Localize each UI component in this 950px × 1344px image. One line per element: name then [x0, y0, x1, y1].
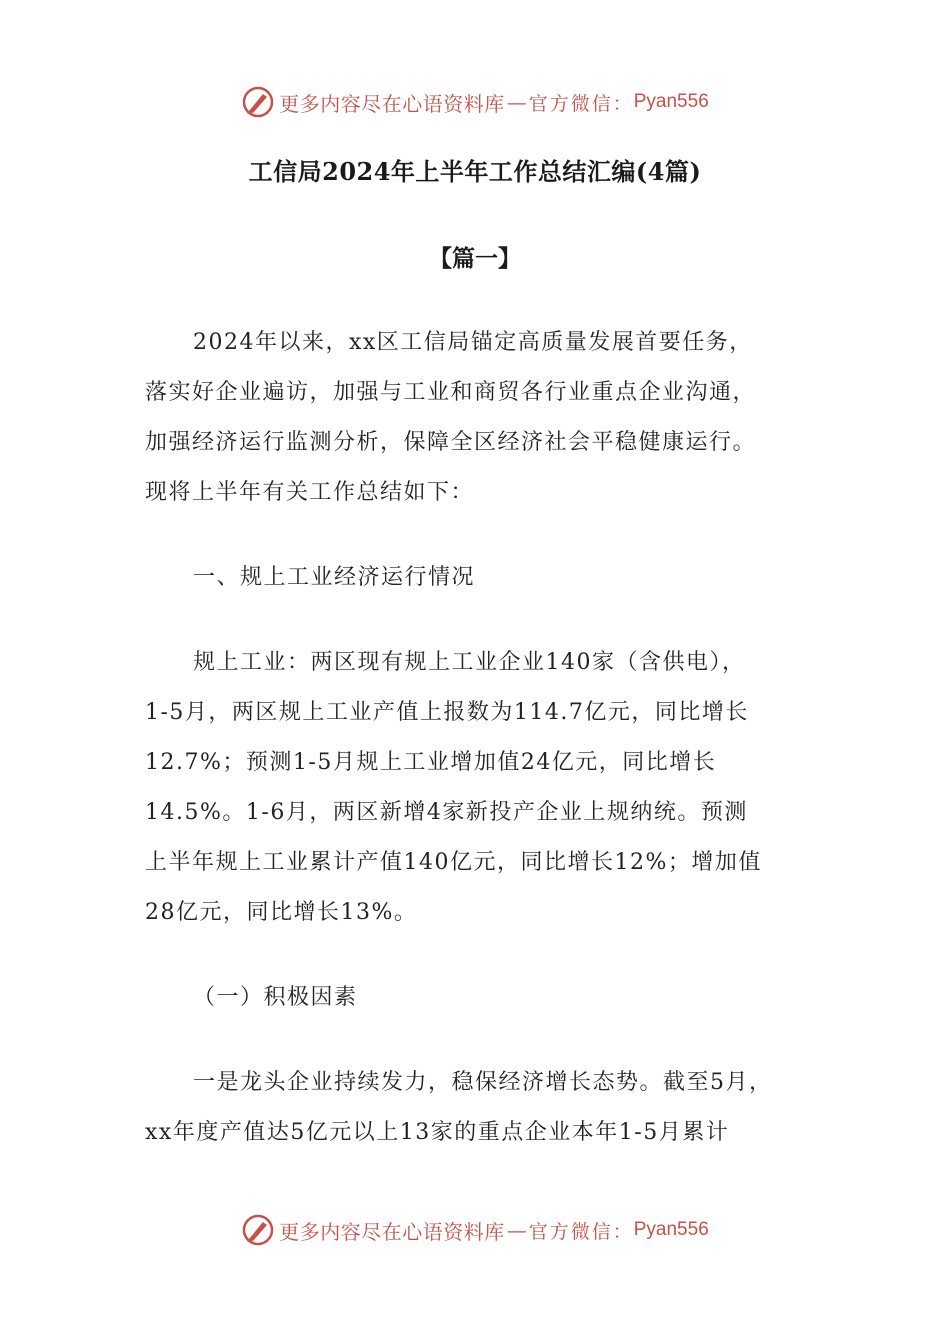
- text-line: 12.7%；预测1-5月规上工业增加值24亿元，同比增长: [145, 750, 717, 775]
- banner-separator: —: [506, 1218, 527, 1242]
- section-heading: 【篇一】: [429, 245, 521, 272]
- text-line: 现将上半年有关工作总结如下：: [145, 480, 475, 505]
- paragraph-intro: [145, 318, 825, 518]
- text-line: 1-5月，两区规上工业产值上报数为114.7亿元，同比增长: [145, 700, 749, 725]
- document-title: 工信局2024年上半年工作总结汇编(4篇): [248, 157, 702, 186]
- text-line: 落实好企业遍访，加强与工业和商贸各行业重点企业沟通，: [145, 380, 757, 405]
- header-watermark-banner: [0, 82, 950, 122]
- banner-text: 更多内容尽在心语资料库: [279, 1219, 505, 1244]
- text-line: xx年度产值达5亿元以上13家的重点企业本年1-5月累计: [145, 1120, 730, 1145]
- banner-text: 更多内容尽在心语资料库: [279, 91, 505, 116]
- banner-label: 官方微信：: [528, 1220, 634, 1243]
- paragraph-industry-data: [145, 638, 825, 938]
- text-line: 规上工业：两区现有规上工业企业140家（含供电），: [193, 650, 746, 675]
- text-line: （一）积极因素: [193, 985, 358, 1010]
- banner-wechat-id: Pyan556: [633, 1219, 709, 1240]
- footer-watermark-banner: [0, 1210, 950, 1250]
- banner-label: 官方微信：: [528, 92, 634, 115]
- text-line: 14.5%。1-6月，两区新增4家新投产企业上规纳统。预测: [145, 800, 748, 825]
- pen-logo-icon: [241, 85, 275, 119]
- banner-separator: —: [506, 90, 527, 114]
- banner-wechat-id: Pyan556: [633, 91, 709, 112]
- text-line: 加强经济运行监测分析，保障全区经济社会平稳健康运行。: [145, 430, 757, 455]
- subheading-positive-factors: [145, 973, 825, 1023]
- text-line: 一、规上工业经济运行情况: [193, 565, 476, 590]
- text-line: 28亿元，同比增长13%。: [145, 900, 418, 925]
- paragraph-leading-enterprises: [145, 1058, 825, 1158]
- text-line: 上半年规上工业累计产值140亿元，同比增长12%；增加值: [145, 850, 762, 875]
- text-line: 2024年以来，xx区工信局锚定高质量发展首要任务，: [193, 330, 753, 355]
- pen-logo-icon: [241, 1213, 275, 1247]
- subheading-industry: [145, 553, 825, 603]
- text-line: 一是龙头企业持续发力，稳保经济增长态势。截至5月，: [193, 1070, 773, 1095]
